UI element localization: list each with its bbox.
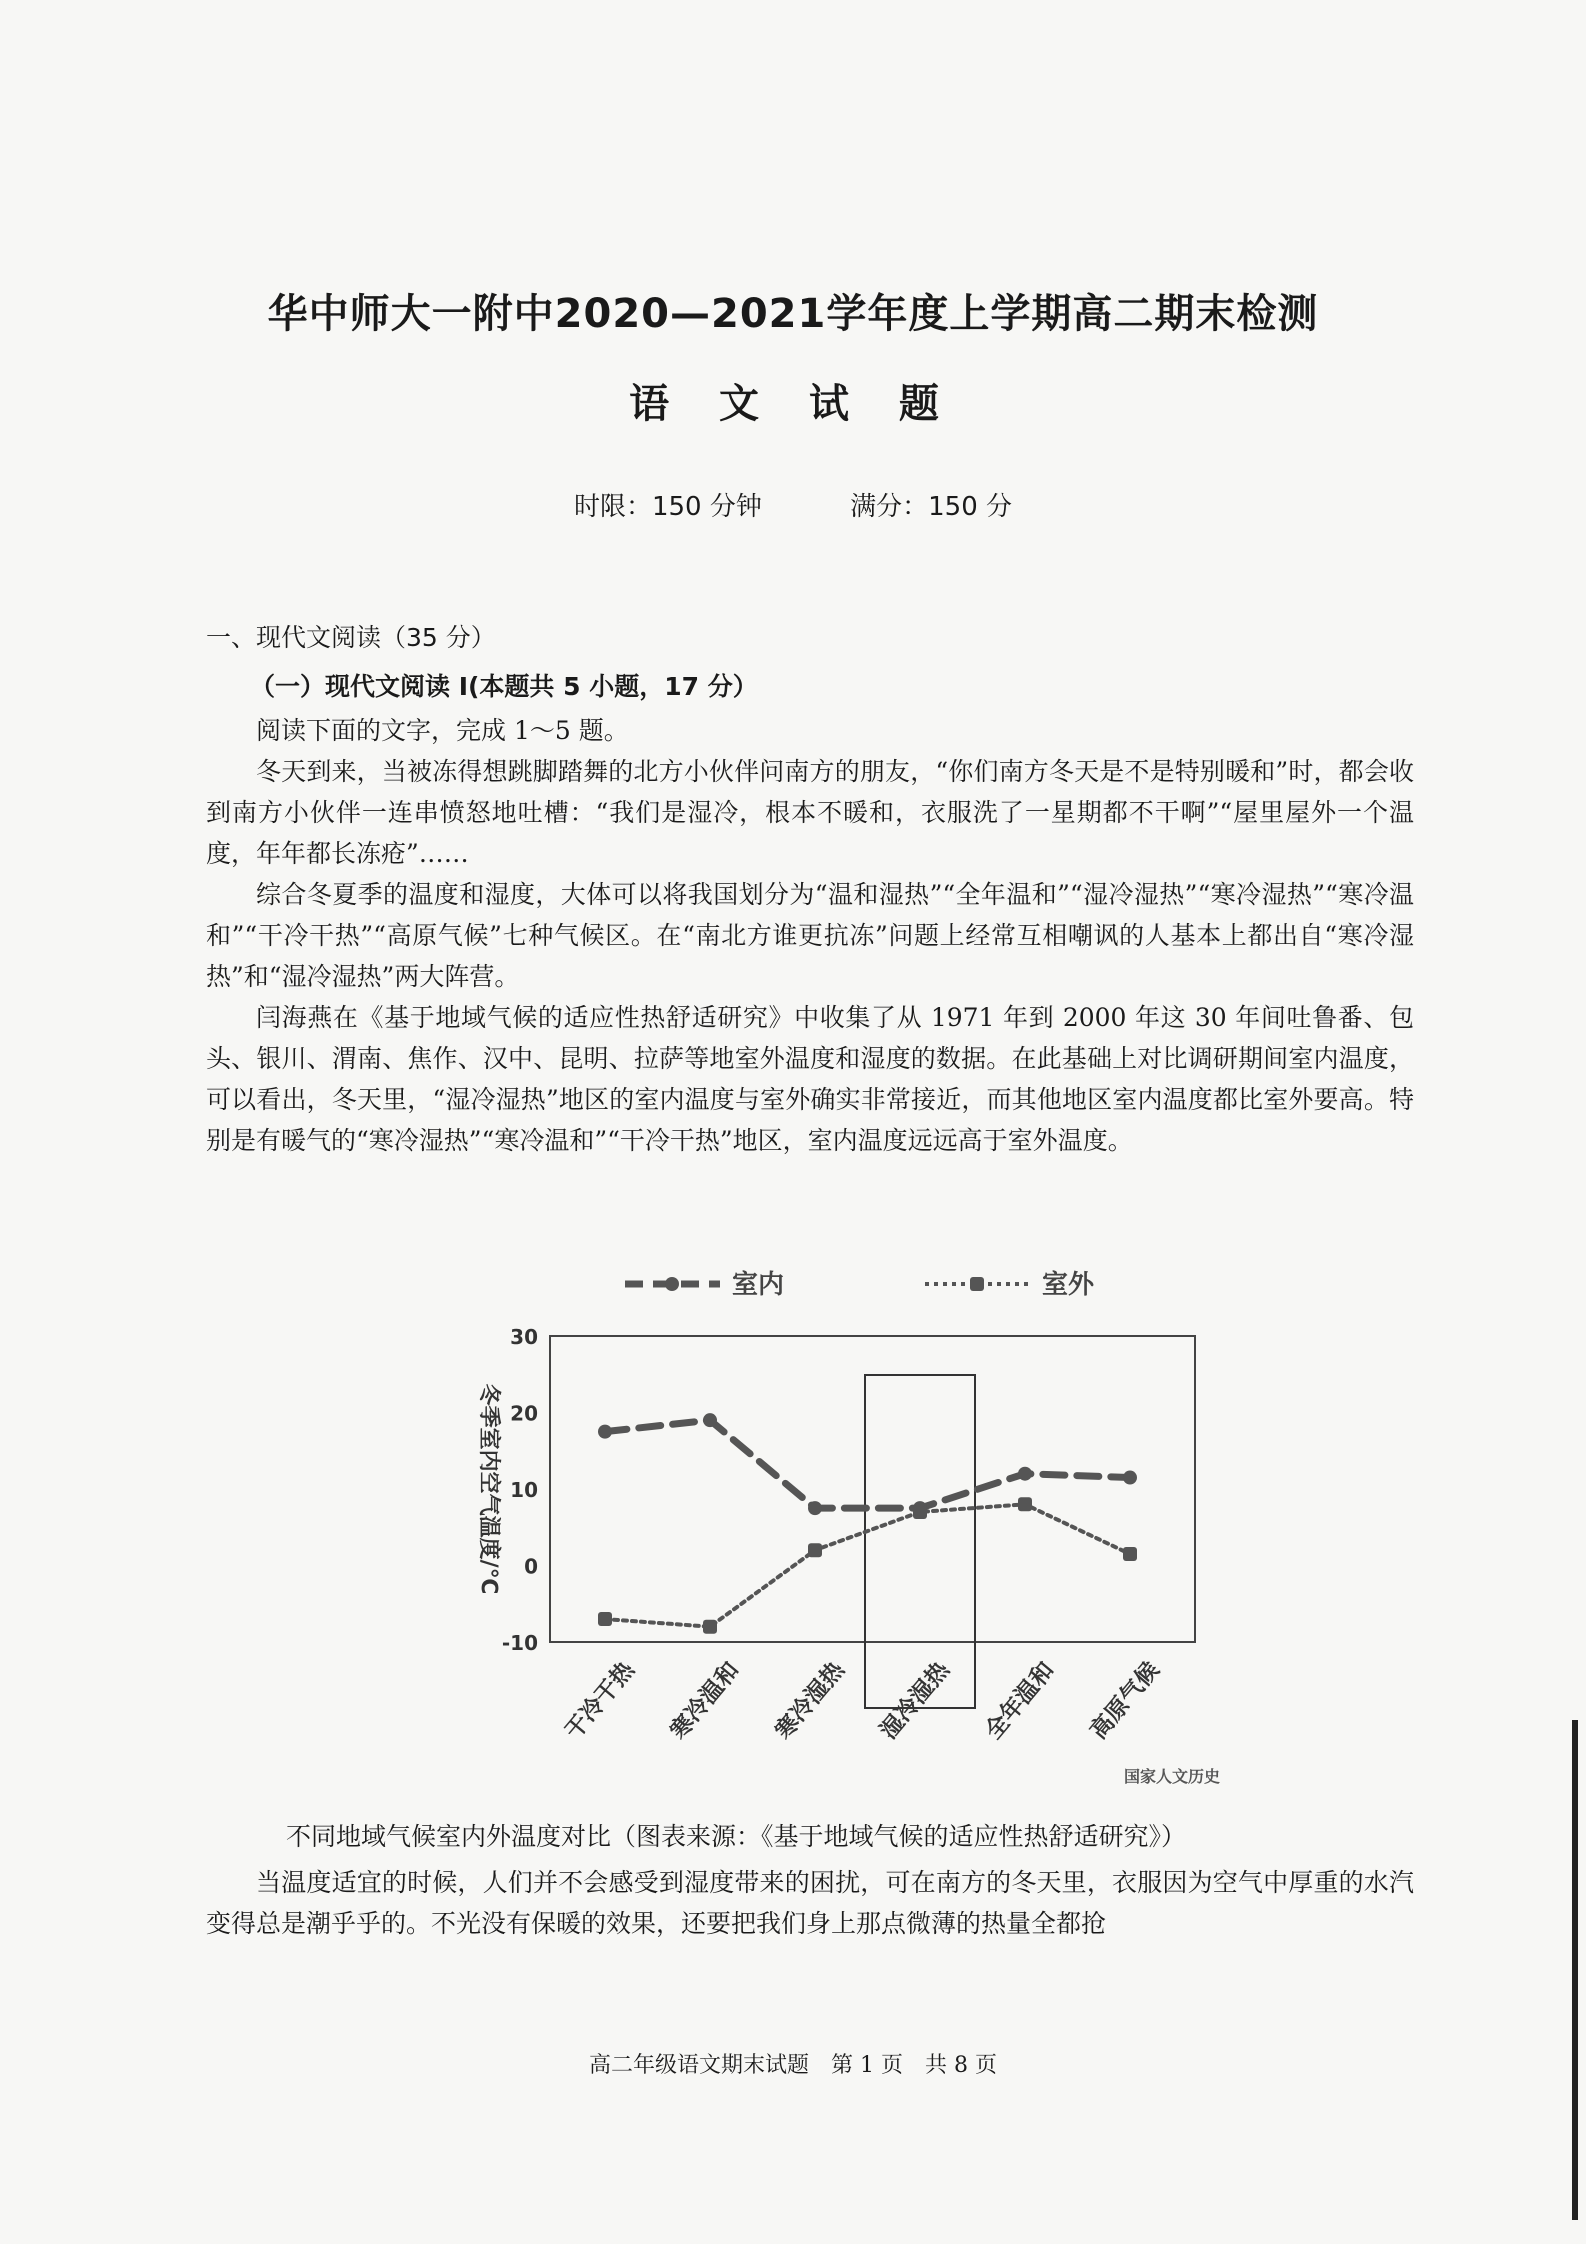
section-heading: 一、现代文阅读（35 分） xyxy=(206,623,496,652)
plot-frame xyxy=(550,1336,1195,1642)
watermark: 国家人文历史 xyxy=(1123,1767,1220,1786)
reading-text-continued xyxy=(206,1862,1414,1944)
paragraph-1: 冬天到来，当被冻得想跳脚踏舞的北方小伙伴问南方的朋友，“你们南方冬天是不是特别暖和”时，都会收到南方小伙伴一连串愤怒地吐槽：“我们是湿冷，根本不暖和，衣服洗了一星期都不干啊”“屋里屋外一个温度，年年都长冻疮”…… xyxy=(206,757,1414,868)
data-point-indoor xyxy=(1018,1467,1032,1481)
paragraph-3: 闫海燕在《基于地域气候的适应性热舒适研究》中收集了从 1971 年到 2000 年这 30 年间吐鲁番、包头、银川、渭南、焦作、汉中、昆明、拉萨等地室外温度和湿度的数据。在此基础上对比调研期间室内温度，可以看出，冬天里，“湿冷湿热”地区的室内温度与室外确实非常接近，而其他地区室内温度都比室外要高。特别是有暖气的“寒冷湿热”“寒冷温和”“干冷干热”地区，室内温度远远高于室外温度。 xyxy=(206,1003,1414,1155)
data-point-outdoor xyxy=(913,1505,927,1519)
x-tick-label: 湿冷湿热 xyxy=(875,1657,955,1745)
exam-meta xyxy=(0,486,1586,523)
x-tick-label: 干冷干热 xyxy=(560,1657,640,1745)
legend-marker-indoor xyxy=(665,1277,679,1291)
data-point-indoor xyxy=(808,1501,822,1515)
legend-label-outdoor: 室外 xyxy=(1042,1270,1095,1300)
x-tick-label: 高原气候 xyxy=(1085,1657,1165,1745)
instruction: 阅读下面的文字，完成 1～5 题。 xyxy=(256,716,629,745)
y-tick-label: 30 xyxy=(510,1325,538,1349)
exam-title: 华中师大一附中2020—2021学年度上学期高二期末检测 xyxy=(267,291,1319,337)
legend-label-indoor: 室内 xyxy=(732,1270,785,1300)
paragraph-2: 综合冬夏季的温度和湿度，大体可以将我国划分为“温和湿热”“全年温和”“湿冷湿热”“寒冷湿热”“寒冷温和”“干冷干热”“高原气候”七种气候区。在“南北方谁更抗冻”问题上经常互相嘲讽的人基本上都出自“寒冷湿热”和“湿冷湿热”两大阵营。 xyxy=(206,880,1414,991)
x-tick-label: 全年温和 xyxy=(980,1657,1060,1745)
reading-text xyxy=(206,710,1414,1161)
y-tick-label: -10 xyxy=(501,1631,538,1655)
y-tick-label: 0 xyxy=(524,1554,538,1579)
y-tick-label: 20 xyxy=(510,1401,538,1426)
time-limit: 时限：150 分钟 xyxy=(573,492,762,522)
temperature-chart xyxy=(430,1250,1250,1795)
full-score: 满分：150 分 xyxy=(850,492,1013,522)
chart-svg xyxy=(430,1250,1250,1795)
x-tick-label: 寒冷温和 xyxy=(665,1657,745,1745)
chart-caption: 不同地域气候室内外温度对比（图表来源：《基于地域气候的适应性热舒适研究》） xyxy=(286,1822,1187,1851)
data-point-outdoor xyxy=(703,1620,717,1634)
data-point-indoor xyxy=(703,1413,717,1427)
paragraph-4: 当温度适宜的时候，人们并不会感受到湿度带来的困扰，可在南方的冬天里，衣服因为空气中厚重的水汽变得总是潮乎乎的。不光没有保暖的效果，还要把我们身上那点微薄的热量全都抢 xyxy=(206,1868,1414,1938)
page-footer: 高二年级语文期末试题 第 1 页 共 8 页 xyxy=(589,2053,997,2078)
x-tick-label: 寒冷湿热 xyxy=(770,1657,850,1745)
y-axis-label: 冬季室内空气温度/℃ xyxy=(476,1383,501,1595)
exam-subject: 语 文 试 题 xyxy=(629,381,957,427)
data-point-outdoor xyxy=(1123,1547,1137,1561)
data-point-outdoor xyxy=(1018,1497,1032,1511)
series-line-indoor xyxy=(605,1420,1130,1508)
scan-edge xyxy=(1572,1720,1578,2220)
data-point-outdoor xyxy=(808,1543,822,1557)
y-tick-label: 10 xyxy=(510,1478,538,1502)
subsection-heading: （一）现代文阅读 I(本题共 5 小题，17 分） xyxy=(250,672,758,701)
legend-marker-outdoor xyxy=(970,1277,984,1291)
series-line-outdoor xyxy=(605,1504,1130,1626)
data-point-outdoor xyxy=(598,1612,612,1626)
data-point-indoor xyxy=(598,1425,612,1439)
data-point-indoor xyxy=(1123,1471,1137,1485)
highlight-box xyxy=(865,1375,975,1708)
